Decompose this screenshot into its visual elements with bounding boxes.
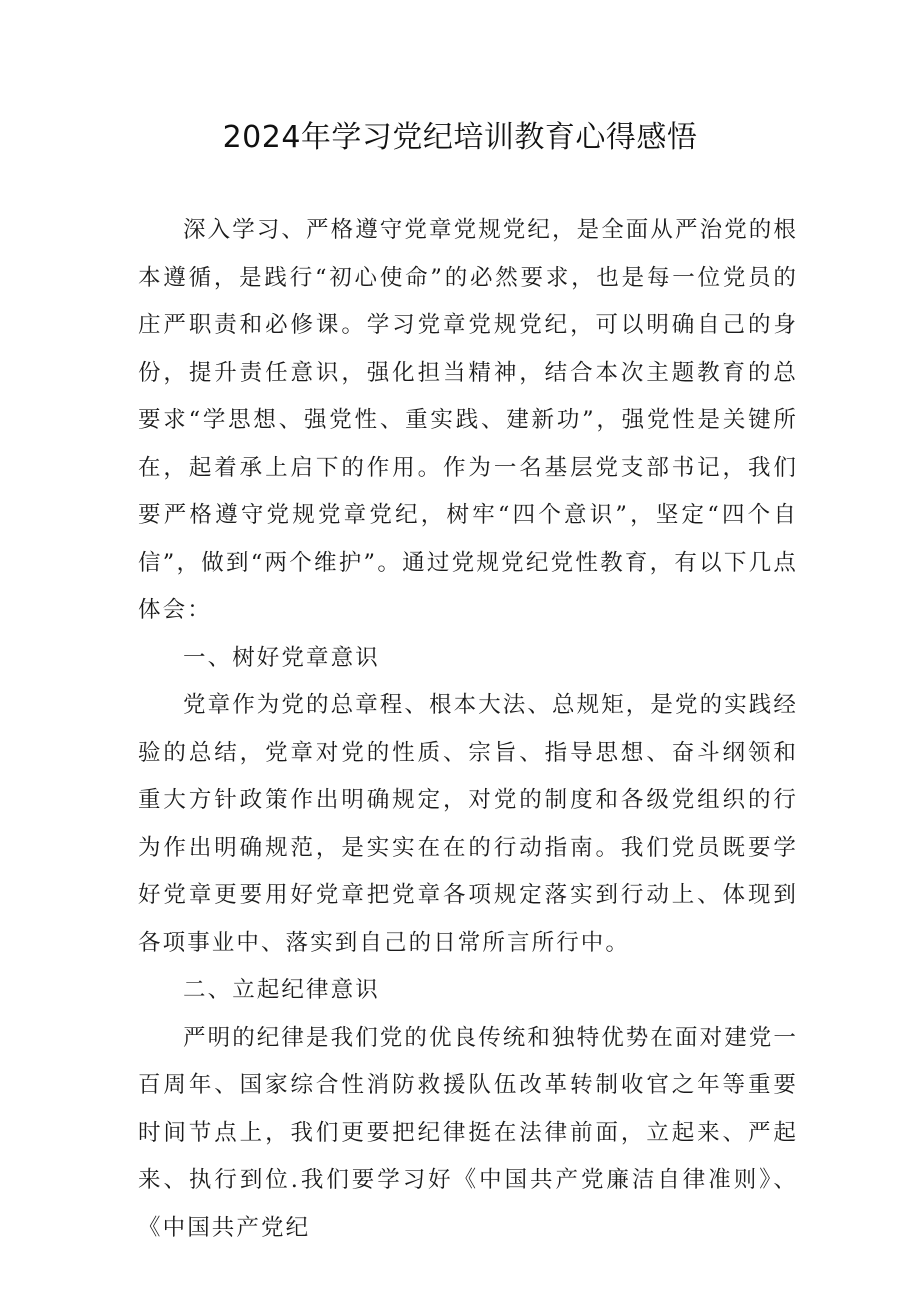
section-heading-2: 二、立起纪律意识 <box>183 977 380 1003</box>
paragraph-section-1: 党章作为党的总章程、根本大法、总规矩，是党的实践经验的总结，党章对党的性质、宗旨、指导思想、奋斗纲领和重大方针政策作出明确规定，对党的制度和各级党组织的行为作出明确规范，是实实在在的行动指南。我们党员既要学好党章更要用好党章把党章各项规定落实到行动上、体现到各项事业中、落实到自己的日常所言所行中。 <box>138 692 799 956</box>
paragraph-intro: 深入学习、严格遵守党章党规党纪，是全面从严治党的根本遵循，是践行“初心使命”的必然要求，也是每一位党员的庄严职责和必修课。学习党章党规党纪，可以明确自己的身份，提升责任意识，强化担当精神，结合本次主题教育的总要求“学思想、强党性、重实践、建新功”，强党性是关键所在，起着承上启下的作用。作为一名基层党支部书记，我们要严格遵守党规党章党纪，树牢“四个意识”，坚定“四个自信”，做到“两个维护”。通过党规党纪党性教育，有以下几点体会： <box>138 217 799 623</box>
document-title: 2024年学习党纪培训教育心得感悟 <box>222 120 698 155</box>
paragraph-section-2: 严明的纪律是我们党的优良传统和独特优势在面对建党一百周年、国家综合性消防救援队伍改革转制收官之年等重要时间节点上，我们更要把纪律挺在法律前面，立起来、严起来、执行到位.我们要学习好《中国共产党廉洁自律准则》、《中国共产党纪 <box>138 1024 799 1241</box>
document-body <box>138 207 798 1252</box>
section-heading-1: 一、树好党章意识 <box>183 644 380 671</box>
